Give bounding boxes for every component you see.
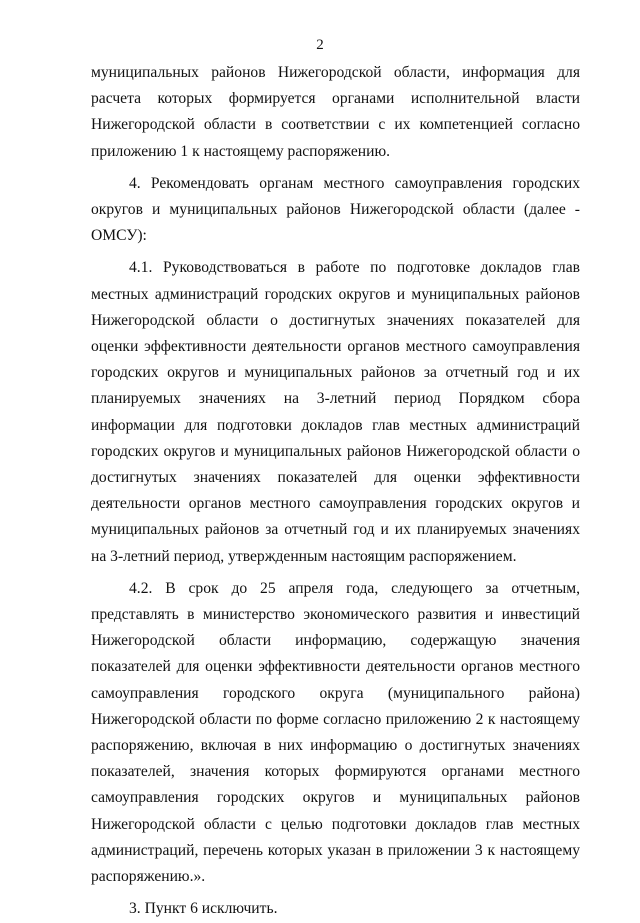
paragraph-item-4-2: 4.2. В срок до 25 апреля года, следующего за отчетным, представлять в министерство экономического развития и инвестиций Нижегородской области информацию, содержащую значения показателей для оценки эффективности деятельности органов местного самоуправления городского округа (муниципального района) Нижегородской области по форме согласно приложению 2 к настоящему распоряжению, включая в них информацию о достигнутых значениях показателей, значения которых формируются органами местного самоуправления городских округов и муниципальных районов Нижегородской области с целью подготовки докладов глав местных администраций, перечень которых указан в приложении 3 к настоящему распоряжению.». xyxy=(91,579,580,886)
page-number: 2 xyxy=(316,37,324,53)
paragraph-item-3: 3. Пункт 6 исключить. xyxy=(129,900,278,918)
document-body xyxy=(91,60,580,923)
paragraph-intro: муниципальных районов Нижегородской области, информация для расчета которых формируется органами исполнительной власти Нижегородской области в соответствии с их компетенцией согласно приложению 1 к настоящему распоряжению. xyxy=(91,64,580,160)
paragraph-item-4: 4. Рекомендовать органам местного самоуправления городских округов и муниципальных районов Нижегородской области (далее - ОМСУ): xyxy=(91,174,580,245)
paragraph-item-4-1: 4.1. Руководствоваться в работе по подготовке докладов глав местных администраций городских округов и муниципальных районов Нижегородской области о достигнутых значениях показателей для оценки эффективности деятельности органов местного самоуправления городских округов и муниципальных районов за отчетный год и их планируемых значениях на 3-летний период Порядком сбора информации для подготовки докладов глав местных администраций городских округов и муниципальных районов Нижегородской области о достигнутых значениях показателей для оценки эффективности деятельности органов местного самоуправления городских округов и муниципальных районов за отчетный год и их планируемых значениях на 3-летний период, утвержденным настоящим распоряжением. xyxy=(91,259,580,565)
